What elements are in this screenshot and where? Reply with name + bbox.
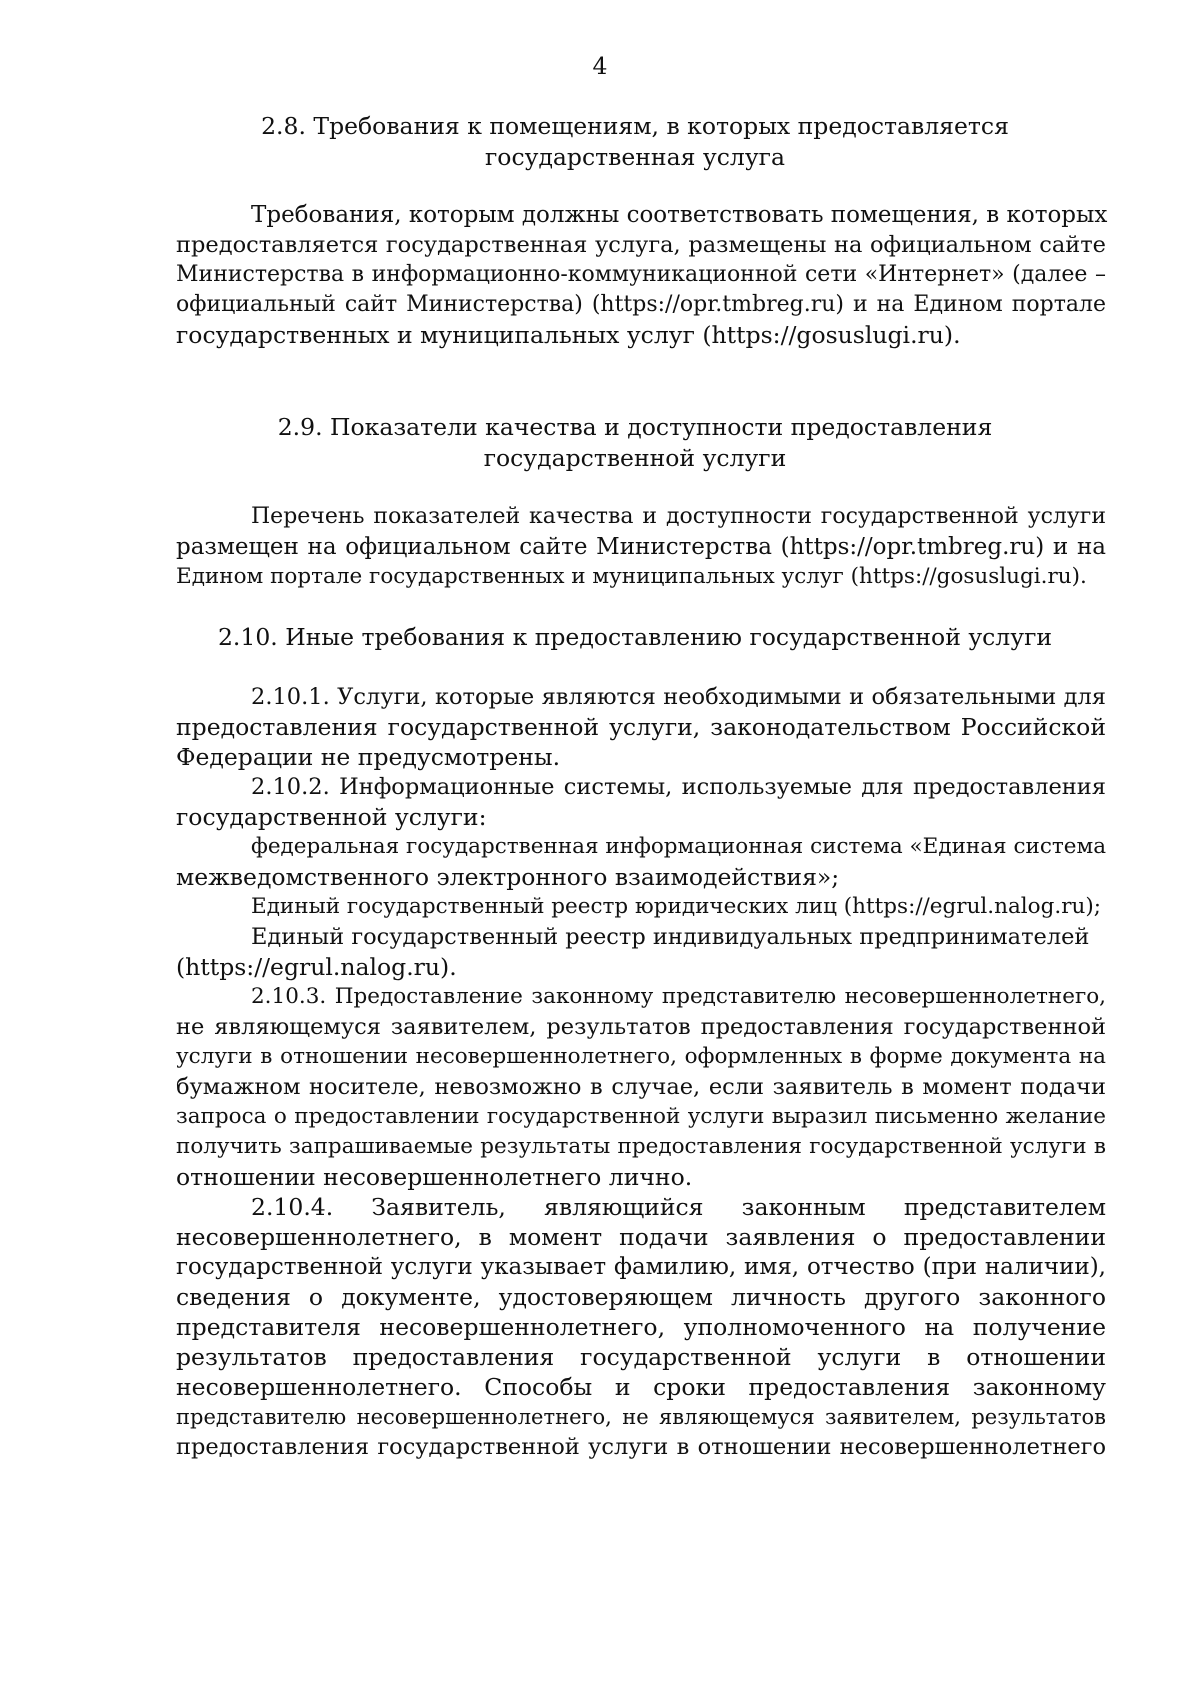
section-2-10-text-line: предоставления государственной услуги, законодательством Российской <box>176 713 1106 741</box>
section-2-10-text-line: бумажном носителе, невозможно в случае, если заявитель в момент подачи <box>176 1074 1106 1100</box>
section-2-10-text-line: не являющемуся заявителем, результатов предоставления государственной <box>176 1014 1106 1040</box>
section-2-10-text-line: 2.10.2. Информационные системы, используемые для предоставления <box>251 774 1106 800</box>
section-2-10-text-line: отношении несовершеннолетнего лично. <box>176 1163 693 1191</box>
section-2-8-text-line: официальный сайт Министерства) (https://opr.tmbreg.ru) и на Едином портале <box>176 292 1106 317</box>
section-2-10-text-line: 2.10.3. Предоставление законному представителю несовершеннолетнего, <box>251 984 1106 1009</box>
section-2-10-text-line: представителя несовершеннолетнего, уполномоченного на получение <box>176 1313 1106 1341</box>
section-2-8-heading-line-2: государственная услуга <box>485 143 785 171</box>
section-2-10-text-line: 2.10.1. Услуги, которые являются необходимыми и обязательными для <box>251 684 1106 710</box>
section-2-10-text-line: Единый государственный реестр юридических лиц (https://egrul.nalog.ru); <box>251 894 1101 919</box>
section-2-10-text-line: представителю несовершеннолетнего, не являющемуся заявителем, результатов <box>176 1405 1106 1429</box>
section-2-10-text-line: несовершеннолетнего. Способы и сроки предоставления законному <box>176 1373 1106 1401</box>
section-2-10-text-line: услуги в отношении несовершеннолетнего, оформленных в форме документа на <box>176 1044 1106 1069</box>
section-2-10-heading: 2.10. Иные требования к предоставлению государственной услуги <box>217 623 1053 651</box>
section-2-10-text-line: сведения о документе, удостоверяющем личность другого законного <box>176 1283 1106 1311</box>
section-2-10-text-line: запроса о предоставлении государственной услуги выразил письменно желание <box>176 1104 1106 1129</box>
section-2-10-text-line: (https://egrul.nalog.ru). <box>176 953 457 981</box>
section-2-9-heading-line-2: государственной услуги <box>483 444 787 472</box>
section-2-8-heading-line-1: 2.8. Требования к помещениям, в которых предоставляется <box>261 112 1009 140</box>
section-2-10-text-line: получить запрашиваемые результаты предоставления государственной услуги в <box>176 1134 1106 1159</box>
section-2-10-text-line: Единый государственный реестр индивидуальных предпринимателей <box>251 924 1090 950</box>
section-2-10-text-line: федеральная государственная информационная система «Единая система <box>251 834 1107 859</box>
section-2-9-text-line: размещен на официальном сайте Министерства (https://opr.tmbreg.ru) и на <box>176 534 1106 560</box>
section-2-9-text-line: Едином портале государственных и муниципальных услуг (https://gosuslugi.ru). <box>176 564 1087 589</box>
section-2-9-heading-line-1: 2.9. Показатели качества и доступности предоставления <box>277 413 993 441</box>
section-2-10-text-line: результатов предоставления государственной услуги в отношении <box>176 1343 1106 1371</box>
section-2-8-text-line: Требования, которым должны соответствовать помещения, в которых <box>251 202 1108 228</box>
section-2-8-text-line: Министерства в информационно-коммуникационной сети «Интернет» (далее – <box>176 262 1106 287</box>
section-2-10-text-line: межведомственного электронного взаимодействия»; <box>176 863 840 891</box>
section-2-8-text-line: государственных и муниципальных услуг (https://gosuslugi.ru). <box>176 321 961 349</box>
section-2-10-text-line: 2.10.4. Заявитель, являющийся законным представителем <box>251 1193 1106 1221</box>
section-2-10-text-line: предоставления государственной услуги в отношении несовершеннолетнего <box>176 1434 1106 1460</box>
page-number: 4 <box>592 52 608 80</box>
section-2-10-text-line: Федерации не предусмотрены. <box>176 743 561 771</box>
section-2-10-text-line: несовершеннолетнего, в момент подачи заявления о предоставлении <box>176 1223 1106 1251</box>
section-2-8-text-line: предоставляется государственная услуга, размещены на официальном сайте <box>176 232 1106 258</box>
section-2-9-text-line: Перечень показателей качества и доступности государственной услуги <box>251 504 1106 529</box>
section-2-10-text-line: государственной услуги указывает фамилию, имя, отчество (при наличии), <box>176 1254 1106 1280</box>
section-2-10-text-line: государственной услуги: <box>176 803 487 831</box>
